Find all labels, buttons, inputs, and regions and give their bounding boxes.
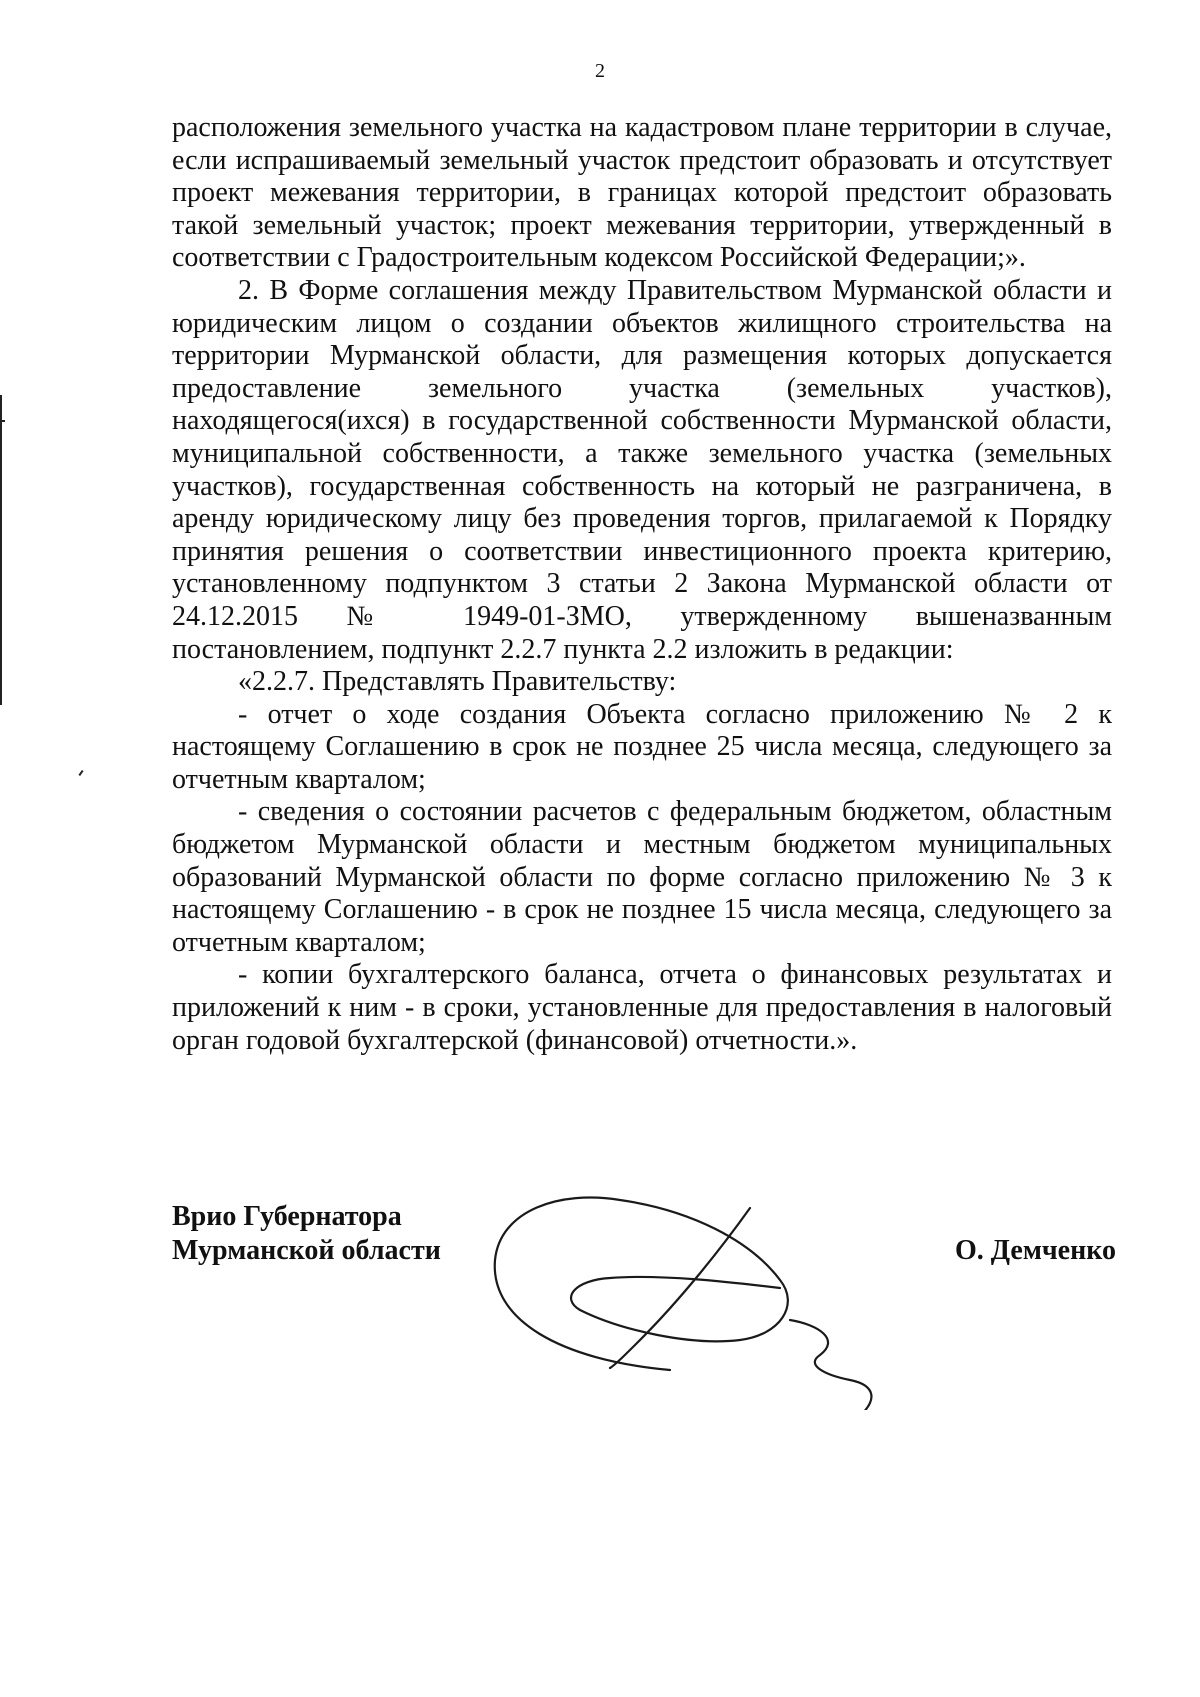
paragraph-clause-2-2-7: «2.2.7. Представлять Правительству: [238,666,677,698]
paragraph-settlements-info: - сведения о состоянии расчетов с федеральным бюджетом, областным бюджетом Мурманской области и местным бюджетом муниципальных образований Мурманской области по форме согласно приложению № 3 к настоящему Соглашению - в срок не позднее 15 числа месяца, следующего за отчетным кварталом; [172,796,1112,958]
paragraph-item-2: 2. В Форме соглашения между Правительством Мурманской области и юридическим лицом о создании объектов жилищного строительства на территории Мурманской области, для размещения которых допускается предоставление земельного участка (земельных участков), находящегося(ихся) в государственной собственности Мурманской области, муниципальной собственности, а также земельного участка (земельных участков), государственная собственность на который не разграничена, в аренду юридическому лицу без проведения торгов, прилагаемой к Порядку принятия решения о соответствии инвестиционного проекта критерию, установленному подпунктом 3 статьи 2 Закона Мурманской области от 24.12.2015 № 1949-01-ЗМО, утвержденному вышеназванным постановлением, подпункт 2.2.7 пункта 2.2 изложить в редакции: [172,274,1112,665]
handwritten-signature [480,1170,940,1410]
scan-margin-line [0,395,2,705]
scan-margin-tick [0,420,5,422]
paragraph-report-progress: - отчет о ходе создания Объекта согласно приложению № 2 к настоящему Соглашению в срок не позднее 25 числа месяца, следующего за отчетным кварталом; [172,698,1112,795]
signer-name: О. Демченко [955,1235,1116,1266]
signatory-position-line1: Врио Губернатора [172,1201,402,1232]
signatory-position [172,1200,441,1268]
paragraph-continuation: расположения земельного участка на кадастровом плане территории в случае, если испрашиваемый земельный участок предстоит образовать и отсутствует проект межевания территории, в границах которой предстоит образовать такой земельный участок; проект межевания территории, утвержденный в соответствии с Градостроительным кодексом Российской Федерации;». [172,112,1112,274]
scan-margin-dot [78,770,83,776]
page-number: 2 [595,60,605,82]
document-body [172,112,1112,1057]
signatory-position-line2: Мурманской области [172,1235,441,1266]
paragraph-balance-copies: - копии бухгалтерского баланса, отчета о финансовых результатах и приложений к ним - в сроки, установленные для предоставления в налоговый орган годовой бухгалтерской (финансовой) отчетности.». [172,959,1112,1056]
